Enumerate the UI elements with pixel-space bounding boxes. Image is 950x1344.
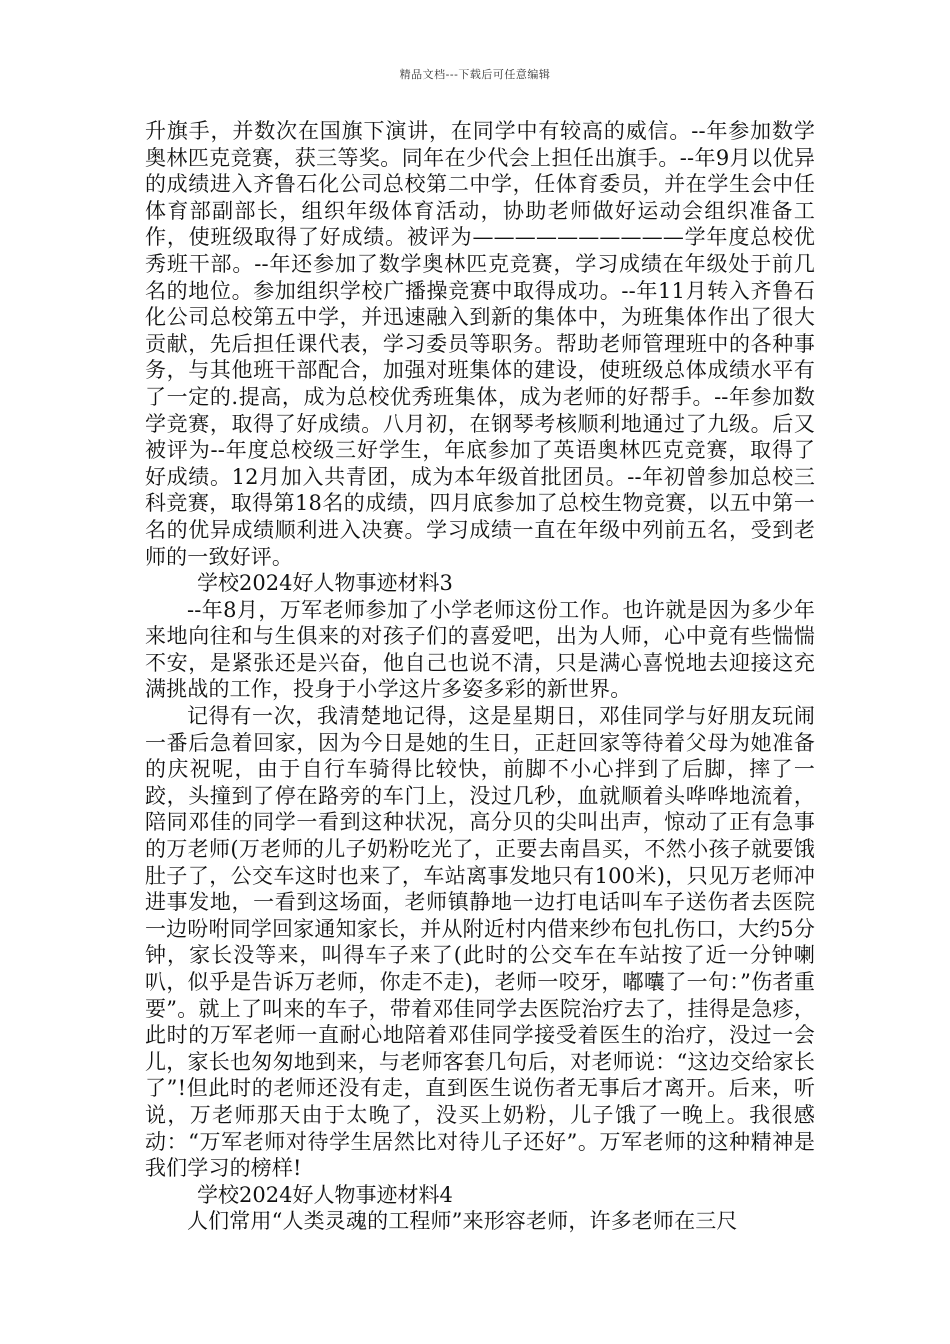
page-header: 精品文档---下载后可任意编辑 [399, 68, 551, 81]
paragraph-wanjun-intro: --年8月，万军老师参加了小学老师这份工作。也许就是因为多少年来地向往和与生俱来的对孩子们的喜爱吧，出为人师，心中竟有些惴惴不安，是紧张还是兴奋，他自己也说不清，只是满心喜悦地去迎接这充满挑战的工作，投身于小学这片多姿多彩的新世界。 [145, 597, 815, 702]
section-heading-4: 学校2024好人物事迹材料4 [197, 1182, 453, 1207]
document-body [145, 118, 815, 1235]
paragraph-dengjia-story: 记得有一次，我清楚地记得，这是星期日，邓佳同学与好朋友玩闹一番后急着回家，因为今日是她的生日，正赶回家等待着父母为她准备的庆祝呢，由于自行车骑得比较快，前脚不小心拌到了后脚，摔了一跤，头撞到了停在路旁的车门上，没过几秒，血就顺着头哗哗地流着，陪同邓佳的同学一看到这种状况，高分贝的尖叫出声，惊动了正有急事的万老师(万老师的儿子奶粉吃光了，正要去南昌买，不然小孩子就要饿肚子了，公交车这时也来了，车站离事发地只有100米)，只见万老师冲进事发地，一看到这场面，老师镇静地一边打电话叫车子送伤者去医院一边吩咐同学回家通知家长，并从附近村内借来纱布包扎伤口，大约5分钟，家长没等来，叫得车子来了(此时的公交车在车站按了近一分钟喇叭，似乎是告诉万老师，你走不走)，老师一咬牙，嘟囔了一句：”伤者重要”。就上了叫来的车子，带着邓佳同学去医院治疗去了，挂得是急疹，此时的万军老师一直耐心地陪着邓佳同学接受着医生的治疗，没过一会儿，家长也匆匆地到来，与老师客套几句后，对老师说：“这边交给家长了”!但此时的老师还没有走，直到医生说伤者无事后才离开。后来，听说，万老师那天由于太晚了，没买上奶粉，儿子饿了一晚上。我很感动：“万军老师对待学生居然比对待儿子还好”。万军老师的这种精神是我们学习的榜样! [145, 704, 815, 1181]
paragraph-teacher-intro: 人们常用“人类灵魂的工程师”来形容老师，许多老师在三尺 [187, 1209, 738, 1234]
section-heading-3: 学校2024好人物事迹材料3 [197, 571, 453, 596]
paragraph-student-record: 升旗手，并数次在国旗下演讲，在同学中有较高的威信。--年参加数学奥林匹克竞赛，获三等奖。同年在少代会上担任出旗手。--年9月以优异的成绩进入齐鲁石化公司总校第二中学，任体育委员，并在学生会中任体育部副部长，组织年级体育活动，协助老师做好运动会组织准备工作，使班级取得了好成绩。被评为——————————学年度总校优秀班干部。--年还参加了数学奥林匹克竞赛，学习成绩在年级处于前几名的地位。参加组织学校广播操竞赛中取得成功。--年11月转入齐鲁石化公司总校第五中学，并迅速融入到新的集体中，为班集体作出了很大贡献，先后担任课代表，学习委员等职务。帮助老师管理班中的各种事务，与其他班干部配合，加强对班集体的建设，使班级总体成绩水平有了一定的.提高，成为总校优秀班集体，成为老师的好帮手。--年参加数学竞赛，取得了好成绩。八月初，在钢琴考核顺利地通过了九级。后又被评为--年度总校级三好学生，年底参加了英语奥林匹克竞赛，取得了好成绩。12月加入共青团，成为本年级首批团员。--年初曾参加总校三科竞赛，取得第18名的成绩，四月底参加了总校生物竞赛，以五中第一名的优异成绩顺利进入决赛。学习成绩一直在年级中列前五名，受到老师的一致好评。 [145, 119, 815, 569]
